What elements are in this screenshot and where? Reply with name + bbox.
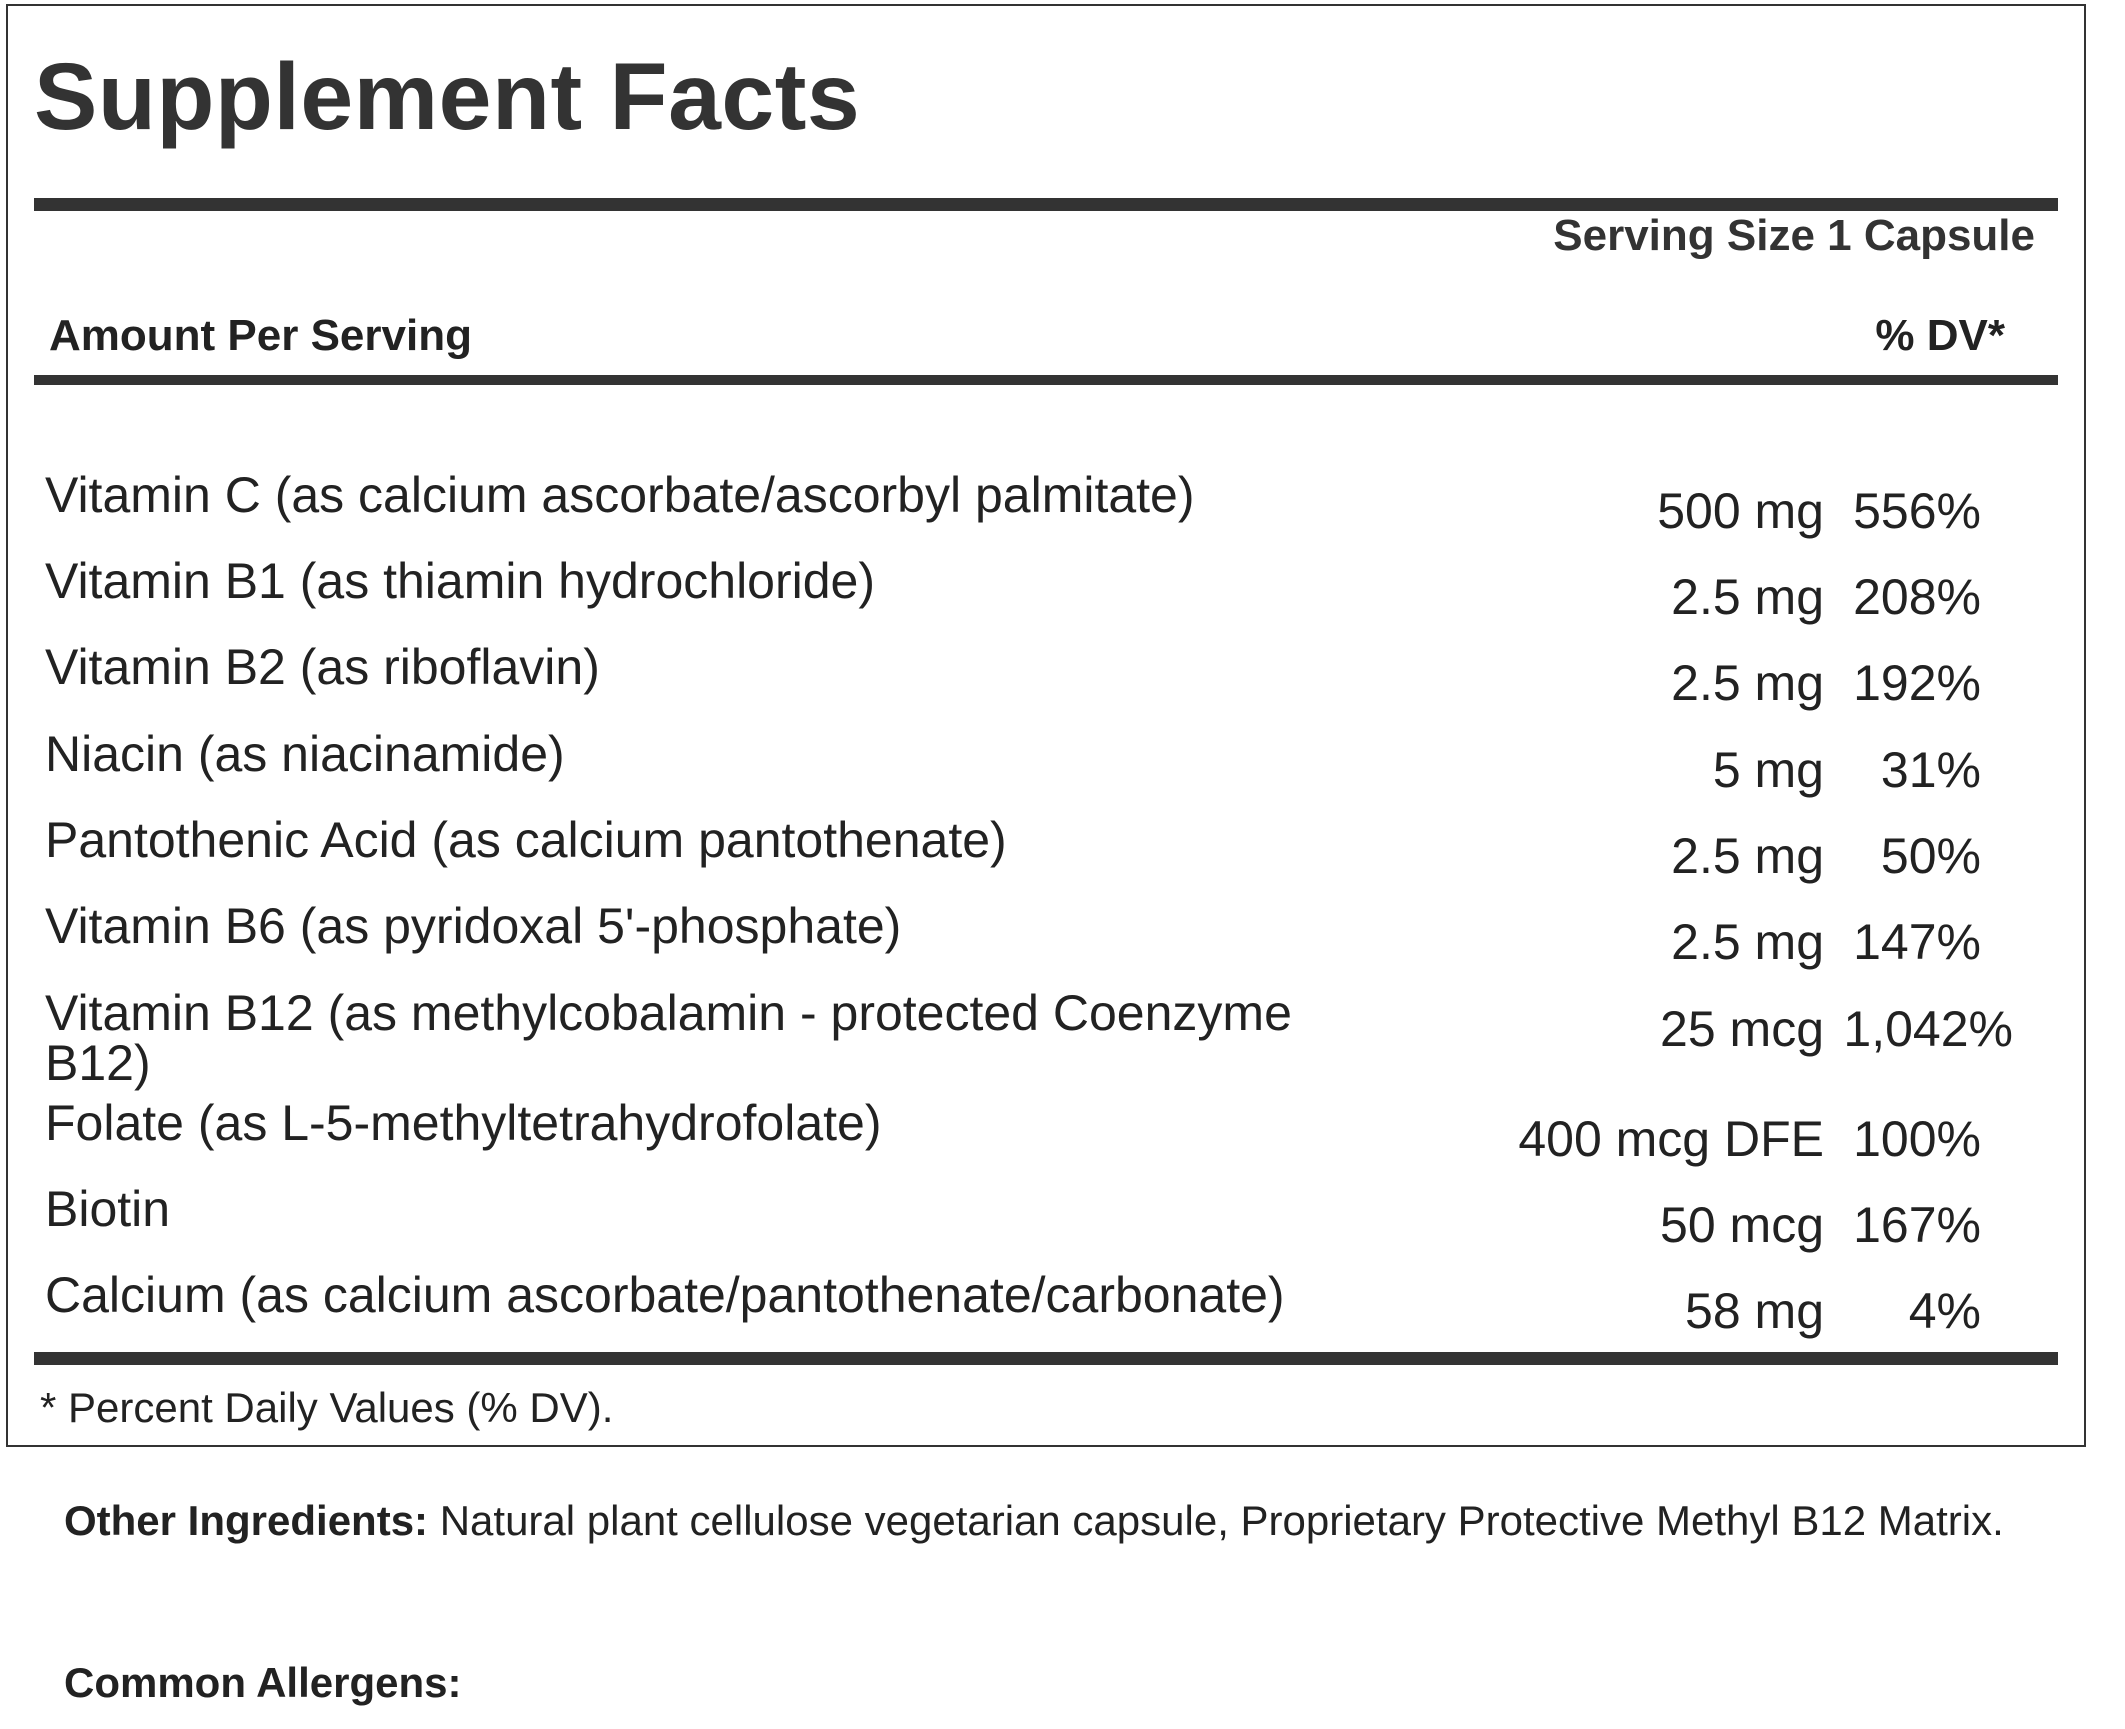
- nutrient-daily-value: 100%: [1853, 1111, 1981, 1167]
- nutrient-amount: 58 mg: [1685, 1283, 1824, 1339]
- nutrient-amount: 2.5 mg: [1671, 828, 1824, 884]
- nutrient-amount: 5 mg: [1712, 742, 1824, 798]
- nutrient-name: Biotin: [45, 1181, 171, 1237]
- nutrient-amount: 2.5 mg: [1671, 914, 1824, 970]
- nutrient-name: Vitamin B1 (as thiamin hydrochloride): [45, 553, 876, 609]
- nutrient-daily-value: 167%: [1853, 1197, 1981, 1253]
- nutrient-daily-value: 50%: [1880, 828, 1981, 884]
- nutrient-amount: 500 mg: [1657, 483, 1824, 539]
- other-ingredients-text: Natural plant cellulose vegetarian capsule, Proprietary Protective Methyl B12 Matrix.: [428, 1497, 2004, 1544]
- nutrient-list: [8, 6, 2084, 1445]
- nutrient-name: Vitamin B6 (as pyridoxal 5'-phosphate): [45, 898, 902, 954]
- nutrient-name: Niacin (as niacinamide): [45, 726, 565, 782]
- nutrient-amount: 25 mcg: [1660, 1001, 1824, 1057]
- other-ingredients-label: Other Ingredients:: [64, 1497, 429, 1544]
- nutrient-name: Folate (as L-5-methyltetrahydrofolate): [45, 1095, 882, 1151]
- nutrient-name: Pantothenic Acid (as calcium pantothenate): [45, 812, 1007, 868]
- nutrient-daily-value: 556%: [1853, 483, 1981, 539]
- nutrient-amount: 2.5 mg: [1671, 569, 1824, 625]
- nutrient-amount: 400 mcg DFE: [1518, 1111, 1824, 1167]
- other-ingredients: [64, 1487, 2054, 1555]
- nutrient-daily-value: 1,042%: [1843, 1001, 2013, 1057]
- nutrient-name: Vitamin C (as calcium ascorbate/ascorbyl palmitate): [45, 467, 1195, 523]
- nutrient-amount: 50 mcg: [1660, 1197, 1824, 1253]
- thick-divider-bottom: [34, 1352, 2058, 1365]
- nutrient-daily-value: 4%: [1908, 1283, 1981, 1339]
- daily-value-footnote: * Percent Daily Values (% DV).: [40, 1384, 614, 1431]
- serving-size: Serving Size 1 Capsule: [1553, 211, 2035, 260]
- common-allergens-label: Common Allergens:: [64, 1659, 462, 1706]
- supplement-facts-panel: [6, 4, 2086, 1447]
- nutrient-name: Calcium (as calcium ascorbate/pantothenate/carbonate): [45, 1267, 1285, 1323]
- nutrient-daily-value: 192%: [1853, 655, 1981, 711]
- panel-title: Supplement Facts: [34, 44, 861, 150]
- nutrient-daily-value: 208%: [1853, 569, 1981, 625]
- nutrient-daily-value: 31%: [1880, 742, 1981, 798]
- nutrient-name: Vitamin B2 (as riboflavin): [45, 639, 600, 695]
- nutrient-amount: 2.5 mg: [1671, 655, 1824, 711]
- daily-value-header: % DV*: [1875, 311, 2005, 360]
- amount-per-serving-header: Amount Per Serving: [49, 311, 472, 360]
- nutrient-name: Vitamin B12 (as methylcobalamin - protected Coenzyme B12): [45, 985, 1292, 1091]
- nutrient-daily-value: 147%: [1853, 914, 1981, 970]
